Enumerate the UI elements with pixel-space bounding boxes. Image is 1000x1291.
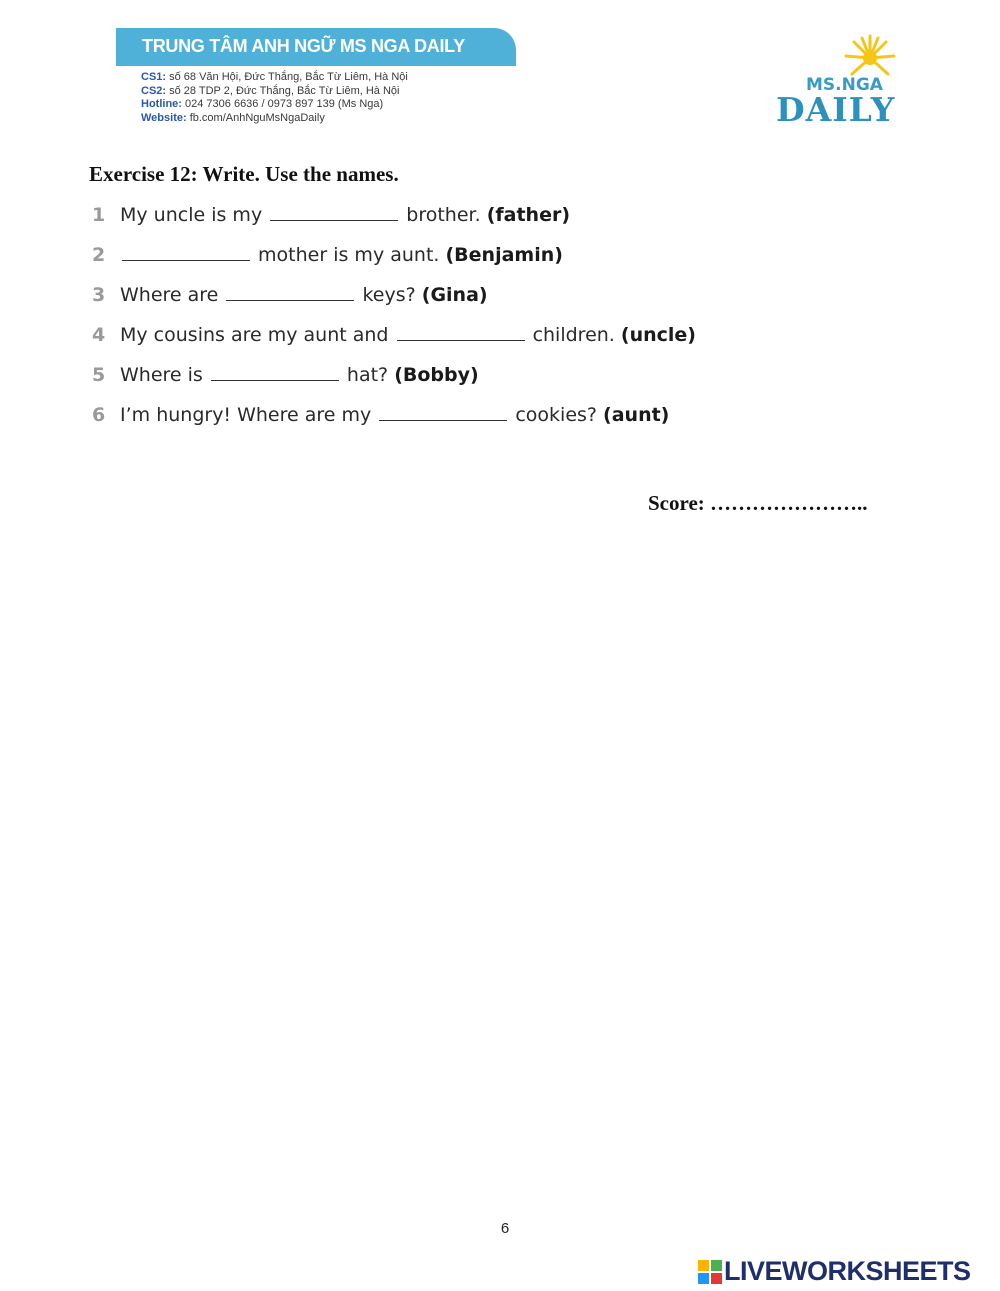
answer-blank[interactable] <box>379 419 507 421</box>
contact-row <box>141 112 408 126</box>
item-number: 1 <box>92 204 106 226</box>
item-hint: (father) <box>486 204 571 226</box>
liveworksheets-brand: LIVEWORKSHEETS <box>724 1256 971 1286</box>
exercise-item <box>92 244 696 284</box>
answer-blank[interactable] <box>270 219 398 221</box>
exercise-list <box>92 204 696 444</box>
item-text-after: keys? <box>362 284 416 306</box>
item-text-after: mother is my aunt. <box>258 244 440 266</box>
item-text-after: hat? <box>346 364 389 386</box>
liveworksheets-footer[interactable] <box>698 1256 971 1284</box>
item-text-before: My cousins are my aunt and <box>120 324 389 346</box>
answer-blank[interactable] <box>211 379 339 381</box>
logo-text-bottom: DAILY <box>776 90 896 129</box>
item-text-after: brother. <box>406 204 481 226</box>
logo-text-top: MS.NGA <box>806 75 883 95</box>
score-label: Score: ………………….. <box>648 491 868 515</box>
contact-row <box>141 71 408 85</box>
contact-label: CS1: <box>141 71 167 83</box>
liveworksheets-logo-icon <box>698 1260 722 1284</box>
exercise-item <box>92 284 696 324</box>
contact-row <box>141 98 408 112</box>
exercise-item <box>92 364 696 404</box>
item-hint: (Gina) <box>421 284 488 306</box>
exercise-item <box>92 324 696 364</box>
item-number: 5 <box>92 364 106 386</box>
exercise-item <box>92 204 696 244</box>
contact-row <box>141 85 408 99</box>
center-name: TRUNG TÂM ANH NGỮ MS NGA DAILY <box>142 36 465 56</box>
item-hint: (Benjamin) <box>445 244 563 266</box>
contact-label: Website: <box>141 111 187 124</box>
exercise-title: Exercise 12: Write. Use the names. <box>89 162 399 186</box>
contact-text: số 68 Văn Hội, Đức Thắng, Bắc Từ Liêm, Hà Nội <box>169 71 408 83</box>
item-text-before: My uncle is my <box>120 204 263 226</box>
contact-label: CS2: <box>141 84 167 97</box>
item-number: 4 <box>92 324 106 346</box>
ms-nga-daily-logo <box>776 34 910 128</box>
item-text-before: Where are <box>120 284 219 306</box>
item-hint: (uncle) <box>620 324 696 346</box>
contact-text: 024 7306 6636 / 0973 897 139 (Ms Nga) <box>185 98 384 110</box>
item-text-before: I’m hungry! Where are my <box>120 404 372 426</box>
exercise-item <box>92 404 696 444</box>
contact-text: fb.com/AnhNguMsNgaDaily <box>189 111 325 124</box>
item-text-after: cookies? <box>515 404 597 426</box>
page-number: 6 <box>500 1220 510 1237</box>
item-number: 2 <box>92 244 106 266</box>
item-text-after: children. <box>532 324 615 346</box>
item-text-before: Where is <box>120 364 203 386</box>
answer-blank[interactable] <box>397 339 525 341</box>
item-number: 6 <box>92 404 106 426</box>
item-hint: (Bobby) <box>394 364 479 386</box>
item-number: 3 <box>92 284 106 306</box>
contact-info <box>141 71 408 125</box>
answer-blank[interactable] <box>226 299 354 301</box>
contact-text: số 28 TDP 2, Đức Thắng, Bắc Từ Liêm, Hà Nội <box>169 84 400 97</box>
item-hint: (aunt) <box>603 404 670 426</box>
contact-label: Hotline: <box>141 98 182 110</box>
answer-blank[interactable] <box>122 259 250 261</box>
